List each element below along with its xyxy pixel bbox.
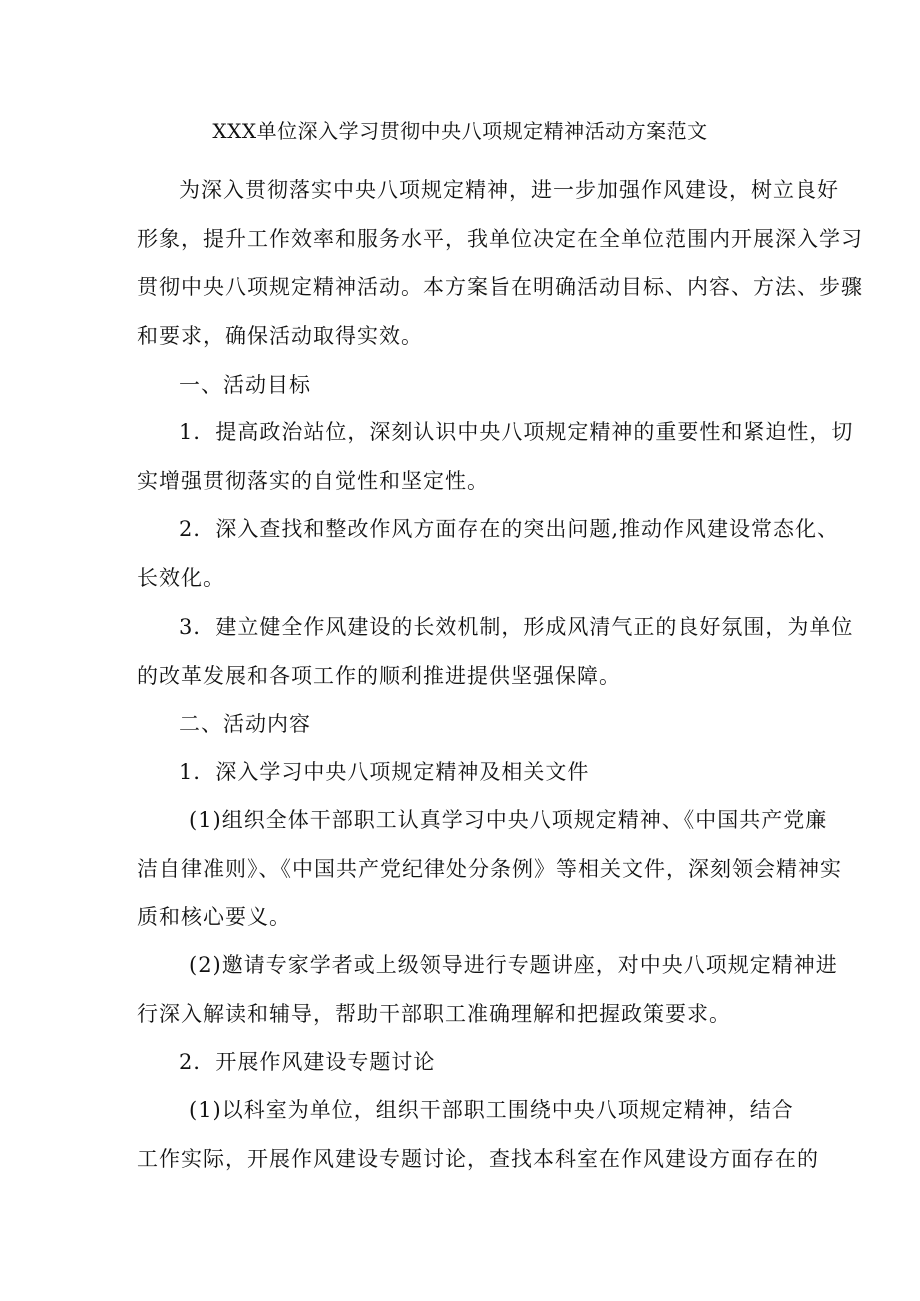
intro-line: 贯彻中央八项规定精神活动。本方案旨在明确活动目标、内容、方法、步骤	[137, 275, 863, 299]
content-1-item-1	[137, 796, 842, 942]
goal-line: 的改革发展和各项工作的顺利推进提供坚强保障。	[137, 663, 621, 688]
goal-item-3	[137, 603, 854, 700]
intro-line: 形象，提升工作效率和服务水平，我单位决定在全单位范围内开展深入学习	[137, 226, 863, 251]
section-heading-goals	[137, 361, 797, 410]
content-line: (1)组织全体干部职工认真学习中央八项规定精神、《中国共产党廉	[189, 808, 828, 832]
content-line: 工作实际，开展作风建设专题讨论，查找本科室在作风建设方面存在的	[137, 1146, 819, 1171]
document-title: XXX单位深入学习贯彻中央八项规定精神活动方案范文	[212, 119, 708, 143]
section-heading-text: 二、活动内容	[179, 712, 311, 736]
content-line: 质和核心要义。	[137, 905, 291, 929]
goal-line: 3．建立健全作风建设的长效机制，形成风清气正的良好氛围，为单位	[179, 615, 854, 639]
content-line: (1)以科室为单位，组织干部职工围绕中央八项规定精神，结合	[189, 1098, 794, 1122]
content-1-item-2	[137, 941, 838, 1038]
content-heading-1	[137, 748, 797, 797]
goal-line: 1．提高政治站位，深刻认识中央八项规定精神的重要性和紧迫性，切	[179, 420, 854, 444]
content-line: (2)邀请专家学者或上级领导进行专题讲座，对中央八项规定精神进	[189, 953, 838, 977]
content-2-item-1	[137, 1086, 819, 1183]
goal-item-2	[137, 505, 840, 602]
intro-line: 为深入贯彻落实中央八项规定精神，进一步加强作风建设，树立良好	[179, 178, 839, 202]
goal-line: 2．深入查找和整改作风方面存在的突出问题,推动作风建设常态化、	[179, 517, 840, 541]
section-heading-content	[137, 700, 797, 749]
section-heading-text: 一、活动目标	[179, 373, 311, 397]
content-heading-text: 2．开展作风建设专题讨论	[179, 1050, 436, 1074]
goal-line: 实增强贯彻落实的自觉性和坚定性。	[137, 468, 489, 493]
goal-item-1	[137, 408, 854, 505]
content-line: 行深入解读和辅导，帮助干部职工准确理解和把握政策要求。	[137, 1001, 731, 1026]
content-heading-2	[137, 1038, 797, 1087]
content-heading-text: 1．深入学习中央八项规定精神及相关文件	[179, 760, 590, 784]
goal-line: 长效化。	[137, 565, 225, 590]
content-line: 洁自律准则》、《中国共产党纪律处分条例》等相关文件，深刻领会精神实	[137, 856, 842, 881]
intro-line: 和要求，确保活动取得实效。	[137, 323, 423, 348]
intro-paragraph	[137, 166, 863, 360]
